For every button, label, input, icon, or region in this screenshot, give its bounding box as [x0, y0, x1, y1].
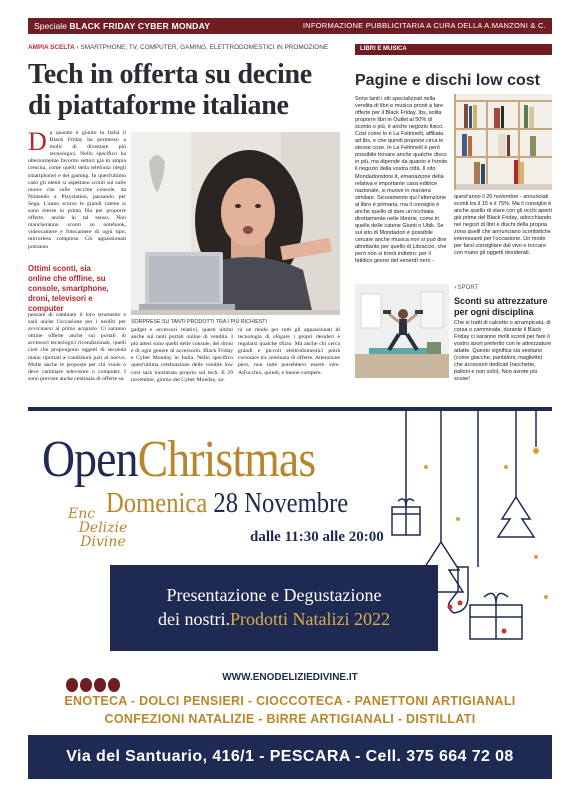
box-line-2b: Prodotti Natalizi 2022 — [230, 609, 390, 629]
logo-line-1: Enc — [68, 506, 96, 522]
sport-column — [454, 320, 552, 386]
ad-date-number: 28 Novembre — [213, 488, 349, 519]
header-left — [34, 18, 210, 34]
article-column-3 — [238, 327, 340, 389]
books-column-1 — [355, 96, 449, 278]
books-tag: LIBRI E MUSICA — [355, 44, 552, 55]
ad-services-line-2: CONFEZIONI NATALIZIE - BIRRE ARTIGIANALI - DISTILLATI — [104, 712, 476, 726]
bookshelf-illustration — [454, 94, 552, 190]
brand-logo — [68, 507, 138, 549]
ad-title-open: Open — [42, 431, 138, 488]
article-subhead: Ottimi sconti, sia online che offline, su console, smartphone, droni, televisori e computer — [28, 264, 109, 313]
article-column-2 — [131, 327, 233, 389]
logo-line-2: Delizie — [78, 520, 128, 536]
books-column-2 — [454, 194, 552, 278]
box-line-1: Presentazione e Degustazione — [166, 585, 382, 605]
sport-tag — [454, 285, 478, 291]
chevron-right-icon: › — [454, 285, 456, 291]
kicker — [28, 44, 338, 51]
presentation-box — [110, 565, 438, 651]
ad-address-bar: Via del Santuario, 416/1 - PESCARA - Cell. 375 664 72 08 — [28, 735, 552, 779]
woman-laptop-illustration — [131, 132, 340, 315]
header-bar — [28, 18, 552, 34]
bookshelf-photo — [454, 94, 552, 190]
advertisement — [28, 407, 552, 779]
fitness-photo — [355, 284, 449, 378]
photo-caption: SORPRESE SU TANTI PRODOTTI TRA I PIÙ RICHIESTI — [131, 319, 267, 325]
ad-date-day: Domenica — [106, 488, 208, 519]
logo-line-3: Divine — [80, 534, 126, 550]
sport-text: Che si tratti di calcetto o arrampicata, di corsa o camminata, durante il Black Friday ci saranno molti sconti per fare il vostro sport preferito con le attrezzature adatte. Questo significa sia vestiario (come giacche, pantaloni, magliette) che accessori dedicati (racchette, palloni e non solo). Non avrete più scuse! — [454, 320, 552, 383]
publisher-note: INFORMAZIONE PUBBLICITARIA A CURA DELLA A.MANZONI & C. — [302, 21, 546, 30]
kicker-text: › SMARTPHONE, TV, COMPUTER, GAMING, ELETTRODOMESTICI IN PROMOZIONE — [76, 44, 329, 51]
article-text-3: rà un modo per tutti gli appassionati di tecnologia di sfogare i propri desideri e regalarsi qualche sfizio. Ma anche chi cerca grandi e piccoli elettrodomestici potrà curiosare tra centinaia di offerte. Attenzione però, non tutte potrebbero essere vere. All'occhio, quindi, e buone compere. — [238, 327, 340, 376]
ad-services-line-1: ENOTECA - DOLCI PENSIERI - CIOCCOTECA - PANETTONI ARTIGIANALI — [64, 694, 516, 708]
ad-title-christmas: Christmas — [137, 431, 316, 488]
article-headline: Tech in offerta su decine di piattaforme italiane — [28, 59, 312, 121]
special-title: BLACK FRIDAY CYBER MONDAY — [69, 21, 211, 31]
sport-tag-label: SPORT — [457, 285, 479, 291]
ad-time: dalle 11:30 alle 20:00 — [250, 529, 384, 545]
section-label: Speciale — [34, 21, 67, 31]
article-column-1b — [28, 312, 126, 388]
woman-laptop-photo — [131, 132, 340, 315]
website-url[interactable]: WWW.ENODELIZIEDIVINE.IT — [222, 672, 358, 683]
article-text-1: a quando è giunto in Italia il Black Friday ha permesso a molti di diventare più tecnologici. Nello specifico ha ulteriormente favorito settori già in ampia crescita, come quelli della telefonia (degli smartphone) e del gaming. In quest'ultimo caso gli utenti si aspettano sconti sui sulle nuove che sulle vecchie console, da Nintendo a Playstation, passando per Sega. L'anno scorso le grandi catene si sono messe in prima fila per proporre offerte, anche in tal senso. Non mancheranno sconti su notebook, videocamere e fotocamere di ogni tipo, mirrorless comprese. Gli appassionati potranno — [28, 130, 126, 250]
box-line-2a: dei nostri. — [158, 609, 230, 629]
dropcap: D — [28, 130, 47, 156]
books-text-2: quest'anno il 26 novembre - annunciati sconti tra il 15 e il 75%. Ma il consiglio è anche quello di stare con gli occhi aperti già prima del Black Friday, adocchiando nei negozi di libri e dischi della propria zona quelli che annunciano scontistiche interessanti per l'occasione. Un modo per farsi consigliare dal vivo e toccare con mano gli oggetti desiderati. — [454, 194, 552, 257]
article-text-2: gadget e accessori relativi, questi ultimi anche sui tanti portali online di vendita. I più attesi sono quelli delle console, dei droni e di ogni genere di accessorio. Black Friday e Cyber Monday in Italia. Nello specifico quest'ultima celebrazione delle vendite low cost sarà incentrata proprio sul tech. Il 29 novembre, giorno del Cyber Monday, sa- — [131, 327, 233, 383]
ad-date — [106, 488, 348, 520]
books-text-1: Sono tanti i siti specializzati nella vendita di libri e musica pronti a fare offerte per il Black Friday. Ibs, solita proporre libri in Outlet al 50% di sconto o più, è anche negozio fisico. Così come lo è La Feltrinelli, affiliata ad Ibs, e che quindi propone circa le stesse cose. In La Feltrinelli è però possibile trovare anche qualche disco in più, ma dipende da quanto è fornito il negozio della vostra città. Il sito Mondadoristore.it, emanazione della relativa e importante casa editrice nazionale, si muove in maniera similare. Sicuramente qui l'attenzione al libro è primaria, ma il consiglio è anche quello di dare un'occhiata direttamente nelle librerie, come in quelle delle catene Giunti o Ubik. Se sul sito di Mondadori è possibile cercare anche musica non si può dire altrettanto per quello di Libraccio, che però non si tirerà indietro: per il fatidico giorno del venerdì nero - — [355, 96, 448, 265]
kicker-tag: AMPIA SCELTA — [28, 44, 75, 51]
article-column-1 — [28, 130, 126, 260]
box-line-2 — [110, 609, 438, 630]
ad-title — [42, 430, 315, 490]
article-text-1b: pensare di cambiare il loro strumento e sarà anche l'occasione per i neofiti per avvicinarsi al primo acquisto. Ci saranno ottime offerte anche sui portali di accessori tecnologici ricondizionati, quelli cioè che propongono oggetti di seconda mano riportati a condizioni pari al nuovo. Molte anche le proposte per chi vuole o deve cambiare televisore o computer. I sono previste anche centinaia di offerte su — [28, 312, 126, 382]
books-title: Pagine e dischi low cost — [355, 72, 540, 89]
sport-title: Sconti su attrezzature per ogni disciplina — [454, 296, 548, 317]
fitness-illustration — [355, 284, 449, 378]
